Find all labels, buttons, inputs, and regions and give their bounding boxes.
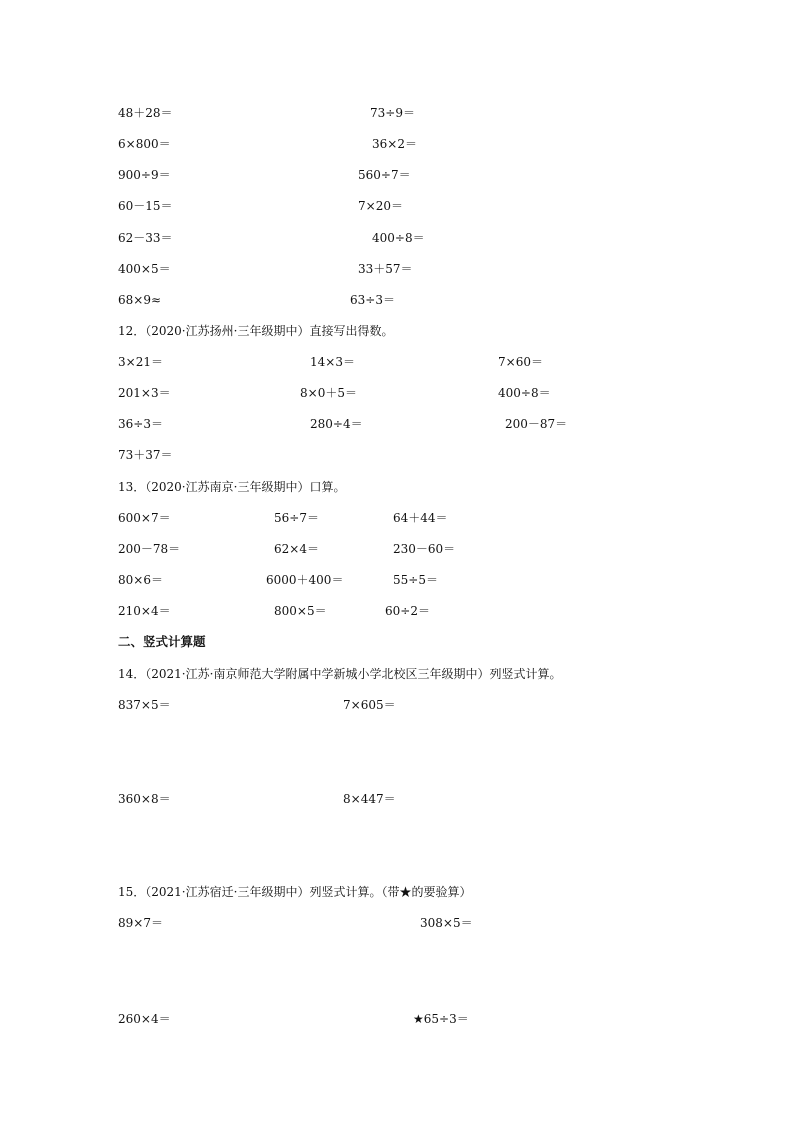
question-title: 15．（2021·江苏宿迁·三年级期中）列竖式计算。（带★的要验算） <box>118 885 472 899</box>
expr: 837×5＝ <box>118 698 171 712</box>
expr: 73÷9＝ <box>370 106 415 120</box>
expr: 73＋37＝ <box>118 448 173 462</box>
expr: ★65÷3＝ <box>413 1012 469 1026</box>
expr: 48＋28＝ <box>118 106 173 120</box>
expr: 800×5＝ <box>274 604 327 618</box>
expr: 230－60＝ <box>393 542 456 556</box>
expr: 3×21＝ <box>118 355 163 369</box>
expr: 6000＋400＝ <box>266 573 344 587</box>
expr: 8×0＋5＝ <box>300 386 357 400</box>
expr: 400÷8＝ <box>498 386 551 400</box>
expr: 400×5＝ <box>118 262 171 276</box>
expr: 210×4＝ <box>118 604 171 618</box>
expr: 89×7＝ <box>118 916 163 930</box>
expr: 201×3＝ <box>118 386 171 400</box>
expr: 60－15＝ <box>118 199 173 213</box>
expr: 36÷3＝ <box>118 417 163 431</box>
expr: 8×447＝ <box>343 792 396 806</box>
expr: 62×4＝ <box>274 542 319 556</box>
expr: 900÷9＝ <box>118 168 171 182</box>
question-title: 12．（2020·江苏扬州·三年级期中）直接写出得数。 <box>118 324 394 338</box>
expr: 62－33＝ <box>118 231 173 245</box>
expr: 7×60＝ <box>498 355 543 369</box>
expr: 400÷8＝ <box>372 231 425 245</box>
expr: 360×8＝ <box>118 792 171 806</box>
expr: 64＋44＝ <box>393 511 448 525</box>
expr: 600×7＝ <box>118 511 171 525</box>
expr: 63÷3＝ <box>350 293 395 307</box>
expr: 60÷2＝ <box>385 604 430 618</box>
expr: 308×5＝ <box>420 916 473 930</box>
expr: 33＋57＝ <box>358 262 413 276</box>
question-title: 13．（2020·江苏南京·三年级期中）口算。 <box>118 480 346 494</box>
expr: 260×4＝ <box>118 1012 171 1026</box>
expr: 36×2＝ <box>372 137 417 151</box>
expr: 68×9≈ <box>118 293 162 307</box>
expr: 56÷7＝ <box>274 511 319 525</box>
expr: 280÷4＝ <box>310 417 363 431</box>
question-title: 14．（2021·江苏·南京师范大学附属中学新城小学北校区三年级期中）列竖式计算。 <box>118 667 562 681</box>
section-heading: 二、竖式计算题 <box>118 634 206 649</box>
expr: 7×20＝ <box>358 199 403 213</box>
expr: 200－87＝ <box>505 417 568 431</box>
expr: 200－78＝ <box>118 542 181 556</box>
expr: 560÷7＝ <box>358 168 411 182</box>
expr: 80×6＝ <box>118 573 163 587</box>
expr: 14×3＝ <box>310 355 355 369</box>
expr: 7×605＝ <box>343 698 396 712</box>
expr: 6×800＝ <box>118 137 171 151</box>
expr: 55÷5＝ <box>393 573 438 587</box>
